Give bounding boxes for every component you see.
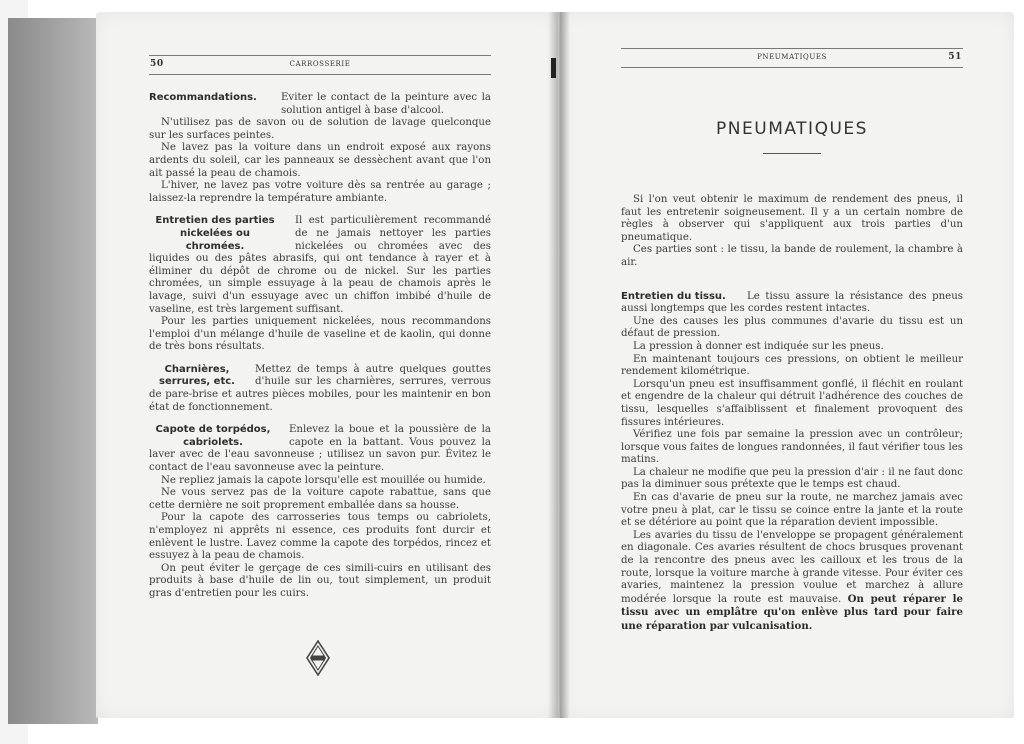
hang-text: Il est particulièrement recommandé de ne jamais nettoyer les parties nickelées ou chromées avec des liquides ou des pâtes abrasifs, qui ont tendance à rayer et à éliminer du dépôt de chrome ou de nickel. Sur les parties chromées, un simple essuyage à la peau de chamois après le lavage, suivi d'un essuyage avec un chiffon imbibé d'huile de vaseline, est très largement suffisant. <box>149 215 491 315</box>
paragraph: On peut éviter le gerçage de ces simili-cuirs en utilisant des produits à base d'huile de lin ou, tout simplement, un produit gras d'entretien pour les cuirs. <box>149 562 491 599</box>
side-heading: Charnières, serrures, etc. <box>159 363 235 388</box>
paragraph: Une des causes les plus communes d'avarie du tissu est un défaut de pression. <box>621 315 963 340</box>
paragraph: N'utilisez pas de savon ou de solution de lavage quelconque sur les surfaces peintes. <box>149 117 491 141</box>
paragraph: Lorsqu'un pneu est insuffisamment gonflé, il fléchit en roulant et engendre de la chaleur qui détruit l'adhérence des couches de tissu, lesquelles s'affaiblissent et finalement provoquent des fissures intérieures. <box>621 378 963 428</box>
side-heading: Entretien des parties nickelées ou chromées. <box>155 215 275 252</box>
hang-text: Éviter le contact de la peinture avec la solution antigel à base d'alcool. <box>281 92 491 116</box>
paragraph: Ne vous servez pas de la voiture capote rabattue, sans que cette dernière ne soit proprement emballée dans sa housse. <box>149 487 491 511</box>
hang-text: Le tissu assure la résistance des pneus aussi longtemps que les cordes restent intactes. <box>621 290 963 315</box>
gutter-mark <box>551 58 556 78</box>
section-entretien-tissu <box>621 291 963 634</box>
paragraph: En maintenant toujours ces pressions, on obtient le meilleur rendement kilométrique. <box>621 353 963 378</box>
paragraph: La pression à donner est indiquée sur les pneus. <box>633 340 884 352</box>
chapter-rule <box>763 153 821 154</box>
book-gutter <box>548 12 570 718</box>
paragraph: Vérifiez une fois par semaine la pression avec un contrôleur; lorsque vous faites de longues randonnées, il faut vérifier tous les matins. <box>621 429 963 466</box>
left-running-head <box>149 55 491 75</box>
paragraph-bold-text: On peut réparer le tissu avec un emplâtre qu'on enlève plus tard pour faire une réparation par vulcanisation. <box>621 592 964 632</box>
left-running-title: CARROSSERIE <box>289 60 351 68</box>
left-page-text <box>149 92 491 601</box>
paragraph-last <box>621 530 963 634</box>
scan-background-strip <box>8 18 98 724</box>
renault-diamond-logo-icon <box>306 640 330 676</box>
paragraph: En cas d'avarie de pneu sur la route, ne marchez jamais avec votre pneu à plat, car le tissu se coince entre la jante et la route et se détériore au point que la réparation devient impossible. <box>621 492 963 529</box>
side-heading: Capote de torpédos, cabriolets. <box>155 424 271 448</box>
side-heading: Entretien du tissu. <box>621 290 726 302</box>
paragraph: Ne repliez jamais la capote lorsqu'elle est mouillée ou humide. <box>161 474 486 486</box>
left-page-number: 50 <box>150 59 164 69</box>
paragraph: L'hiver, ne lavez pas votre voiture dès sa rentrée au garage ; laissez-la reprendre la température ambiante. <box>149 180 491 204</box>
paragraph: Pour les parties uniquement nickelées, nous recommandons l'emploi d'un mélange d'huile de vaseline et de kaolin, qui donne de très bons résultats. <box>149 316 491 353</box>
hang-text: Mettez de temps à autre quelques gouttes d'huile sur les charnières, serrures, verrous de pare-brise et autres pièces mobiles, pour les maintenir en bon état de fonctionnement. <box>149 363 491 413</box>
section-capote <box>149 424 491 600</box>
section-charnieres <box>149 364 491 414</box>
chapter-title: PNEUMATIQUES <box>716 119 868 139</box>
paragraph-text: Les avaries du tissu de l'enveloppe se propagent généralement en diagonale. Ces avaries résultent de chocs brusques provenant de la rencontre des pneus avec les cailloux et les trous de la route, lorsque la voiture marche à grande vitesse. Pour éviter ces avaries, maintenez la pression voulue et marchez à allure modérée lorsque la route est mauvaise. <box>621 529 963 605</box>
hang-text: Enlevez la boue et la poussière de la capote en la battant. Vous pouvez la laver avec de l'eau savonneuse ; utilisez un savon pur. Évitez le contact de l'eau savonneuse avec la peinture. <box>149 424 491 474</box>
intro-paragraph: Ces parties sont : le tissu, la bande de roulement, la chambre à air. <box>621 244 963 268</box>
paragraph: Pour la capote des carrosseries tous temps ou cabriolets, n'employez ni apprêts ni essence, ces produits font durcir et enlèvent le lustre. Lavez comme la capote des torpédos, rincez et essuyez à la peau de chamois. <box>149 512 491 562</box>
right-page-number: 51 <box>948 52 962 62</box>
right-running-head <box>621 48 963 68</box>
side-heading: Recommandations. <box>149 92 257 103</box>
paragraph: La chaleur ne modifie que peu la pression d'air : il ne faut donc pas la diminuer sous prétexte que le temps est chaud. <box>621 466 963 491</box>
intro-paragraph: Si l'on veut obtenir le maximum de rendement des pneus, il faut les entretenir soigneusement. Il y a un certain nombre de règles à observer qui s'appliquent aux trois parties d'un pneumatique. <box>621 194 963 243</box>
section-recommandations <box>149 92 491 205</box>
right-running-title: PNEUMATIQUES <box>757 53 827 61</box>
paragraph: Ne lavez pas la voiture dans un endroit exposé aux rayons ardents du soleil, car les panneaux se dessèchent avant que l'on ait passé la peau de chamois. <box>149 142 491 179</box>
right-page-text <box>621 194 963 634</box>
section-parties-nickelees <box>149 215 491 354</box>
